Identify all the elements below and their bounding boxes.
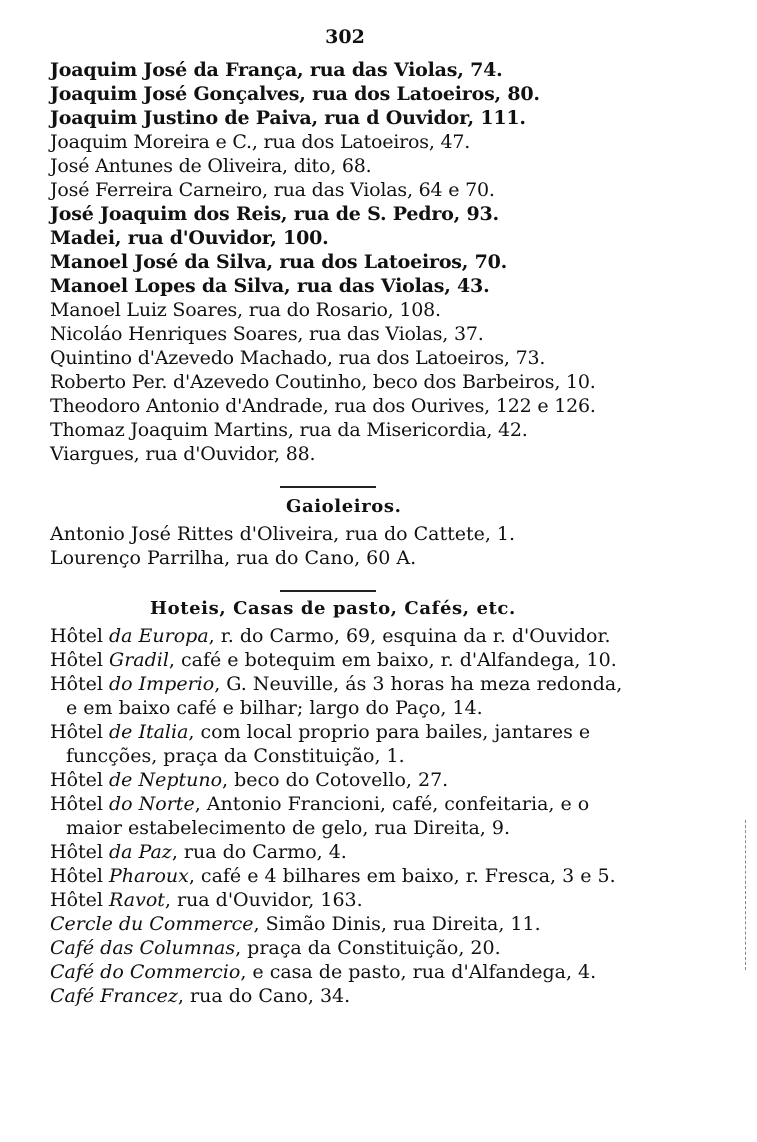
list-item: Roberto Per. d'Azevedo Coutinho, beco dos Barbeiros, 10.	[50, 371, 596, 393]
list-item	[50, 912, 700, 936]
entry-name: de Neptuno	[109, 769, 223, 791]
list-item: José Ferreira Carneiro, rua das Violas, 64 e 70.	[50, 179, 495, 201]
margin-mark	[745, 820, 749, 970]
entry-prefix: Hôtel	[50, 769, 110, 791]
list-item: Joaquim José da França, rua das Violas, 74.	[50, 59, 503, 81]
entry-text: , G. Neuville, ás 3 horas ha meza redonda,	[214, 673, 623, 695]
list-item: Quintino d'Azevedo Machado, rua dos Latoeiros, 73.	[50, 347, 546, 369]
entry-prefix: Hôtel	[50, 649, 110, 671]
list-item	[50, 840, 700, 864]
entry-prefix: Hôtel	[50, 889, 110, 911]
list-item	[50, 768, 700, 792]
entry-prefix: Hôtel	[50, 721, 110, 743]
list-item: Joaquim Justino de Paiva, rua d Ouvidor, 111.	[50, 107, 526, 129]
list-item	[50, 792, 700, 816]
entry-name: Café do Commercio	[50, 961, 241, 983]
list-item: Antonio José Rittes d'Oliveira, rua do Cattete, 1.	[50, 523, 516, 545]
entry-text: , rua do Carmo, 4.	[171, 841, 347, 863]
entry-name: de Italia	[109, 721, 189, 743]
page-number: 302	[325, 26, 365, 48]
list-item: Viargues, rua d'Ouvidor, 88.	[50, 443, 316, 465]
list-item: Lourenço Parrilha, rua do Cano, 60 A.	[50, 547, 417, 569]
entry-name: do Imperio	[109, 673, 215, 695]
list-item	[50, 648, 700, 672]
list-item: Madei, rua d'Ouvidor, 100.	[50, 227, 329, 249]
entry-prefix: Hôtel	[50, 625, 110, 647]
hoteis-list	[50, 624, 700, 1008]
list-item: Manoel Luiz Soares, rua do Rosario, 108.	[50, 299, 441, 321]
section-top-list	[50, 58, 700, 466]
entry-name: da Europa	[109, 625, 209, 647]
entry-name: Ravot	[109, 889, 165, 911]
section-divider	[280, 590, 376, 592]
entry-name: Café das Columnas	[50, 937, 236, 959]
entry-text: , praça da Constituição, 20.	[235, 937, 501, 959]
entry-text: , beco do Cotovello, 27.	[222, 769, 449, 791]
entry-name: Gradil	[109, 649, 169, 671]
entry-prefix: Hôtel	[50, 673, 110, 695]
list-item: Nicoláo Henriques Soares, rua das Violas, 37.	[50, 323, 484, 345]
list-item	[50, 984, 700, 1008]
list-item: Joaquim Moreira e C., rua dos Latoeiros, 47.	[50, 131, 471, 153]
entry-text: , café e 4 bilhares em baixo, r. Fresca, 3 e 5.	[188, 865, 616, 887]
list-item: José Joaquim dos Reis, rua de S. Pedro, 93.	[50, 203, 499, 225]
entry-name: Cercle du Commerce	[50, 913, 254, 935]
entry-text: , e casa de pasto, rua d'Alfandega, 4.	[240, 961, 597, 983]
section-title-gaioleiros: Gaioleiros.	[286, 496, 402, 517]
entry-name: Pharoux	[109, 865, 189, 887]
entry-list	[50, 58, 700, 1008]
entry-text: , Simão Dinis, rua Direita, 11.	[253, 913, 541, 935]
entry-text: , café e botequim em baixo, r. d'Alfandega, 10.	[168, 649, 617, 671]
entry-name: da Paz	[109, 841, 172, 863]
list-item	[50, 960, 700, 984]
entry-prefix: Hôtel	[50, 793, 110, 815]
list-item-continuation: maior estabelecimento de gelo, rua Direita, 9.	[66, 817, 511, 839]
entry-text: , rua d'Ouvidor, 163.	[164, 889, 363, 911]
list-item	[50, 720, 700, 744]
entry-text: , r. do Carmo, 69, esquina da r. d'Ouvidor.	[208, 625, 611, 647]
list-item: Manoel Lopes da Silva, rua das Violas, 43.	[50, 275, 490, 297]
list-item	[50, 624, 700, 648]
list-item-continuation: e em baixo café e bilhar; largo do Paço, 14.	[66, 697, 483, 719]
list-item: José Antunes de Oliveira, dito, 68.	[50, 155, 372, 177]
list-item: Manoel José da Silva, rua dos Latoeiros, 70.	[50, 251, 508, 273]
section-divider	[280, 486, 376, 488]
entry-name: do Norte	[109, 793, 195, 815]
section-title-hoteis: Hoteis, Casas de pasto, Cafés, etc.	[150, 598, 516, 619]
entry-text: , com local proprio para bailes, jantares e	[188, 721, 591, 743]
entry-text: , rua do Cano, 34.	[177, 985, 351, 1007]
entry-text: , Antonio Francioni, café, confeitaria, e o	[194, 793, 590, 815]
list-item: Thomaz Joaquim Martins, rua da Misericordia, 42.	[50, 419, 528, 441]
entry-name: Café Francez	[50, 985, 178, 1007]
entry-prefix: Hôtel	[50, 841, 110, 863]
list-item: Joaquim José Gonçalves, rua dos Latoeiros, 80.	[50, 83, 540, 105]
entry-prefix: Hôtel	[50, 865, 110, 887]
list-item	[50, 888, 700, 912]
list-item	[50, 936, 700, 960]
list-item-continuation: funcções, praça da Constituição, 1.	[66, 745, 405, 767]
list-item	[50, 672, 700, 696]
list-item	[50, 864, 700, 888]
list-item: Theodoro Antonio d'Andrade, rua dos Ourives, 122 e 126.	[50, 395, 596, 417]
